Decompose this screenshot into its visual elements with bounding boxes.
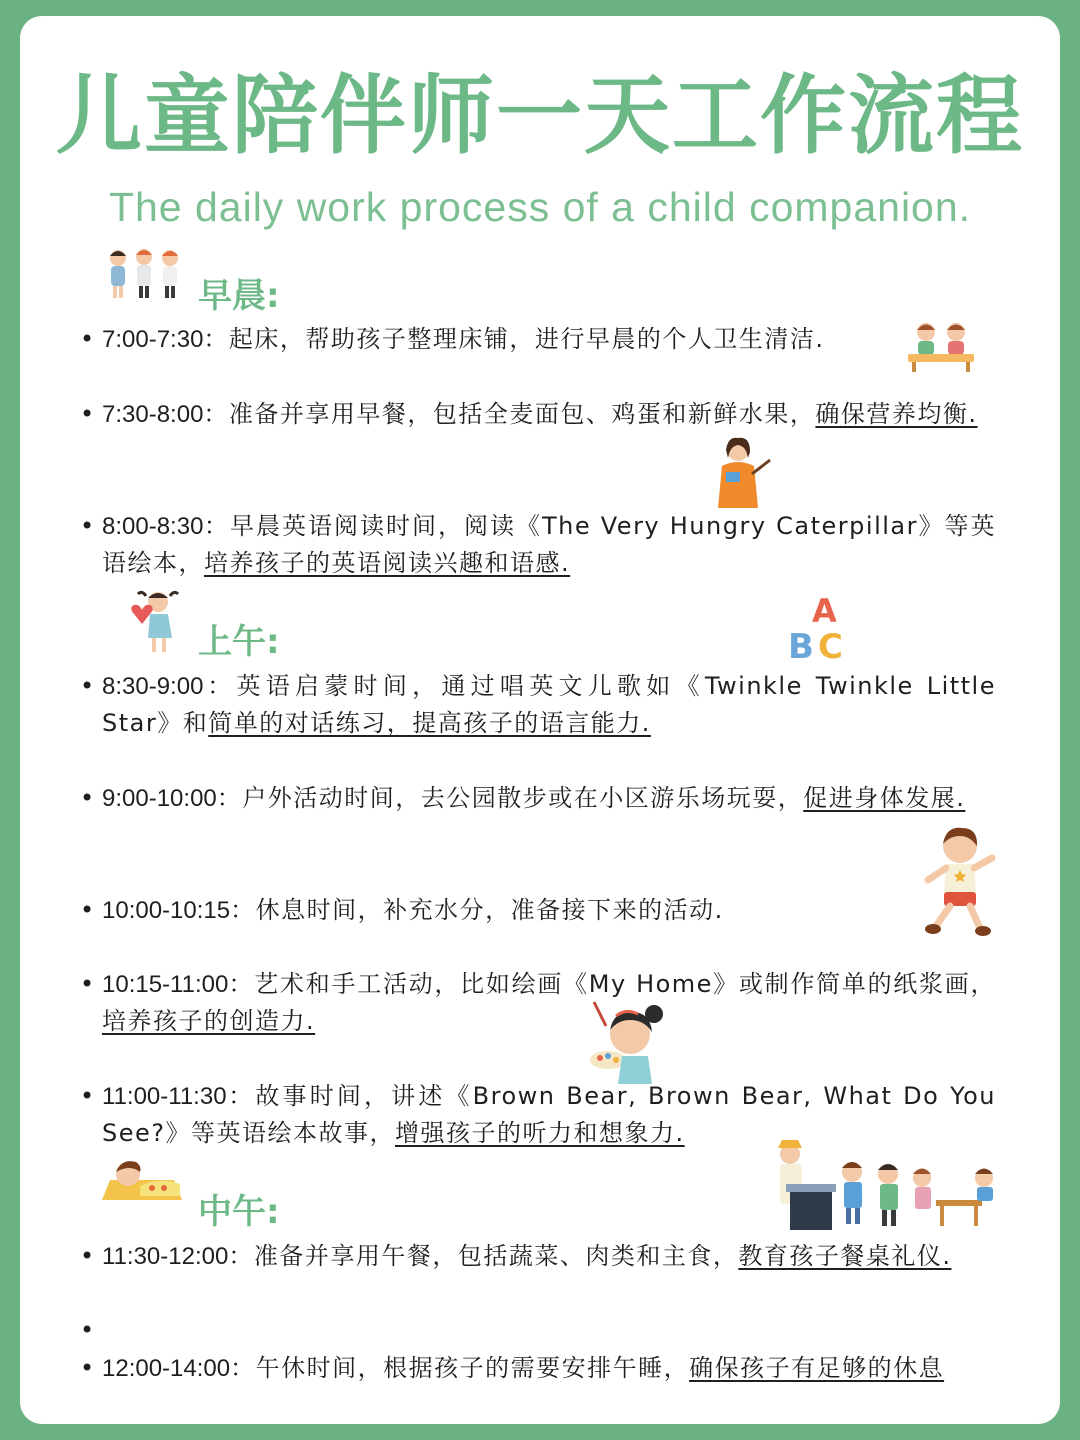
item-time: 10:00-10:15 bbox=[102, 897, 231, 924]
item-text: 起床，帮助孩子整理床铺，进行早晨的个人卫生清洁. bbox=[228, 325, 825, 353]
letter-a: A bbox=[812, 592, 837, 630]
item-text: 早晨英语阅读时间，阅读《The Very Hungry Caterpillar》等英语绘本， bbox=[102, 512, 997, 577]
kids-group-icon bbox=[104, 246, 184, 302]
schedule-item: • 8:00-8:30：早晨英语阅读时间，阅读《The Very Hungry Caterpillar》等英语绘本，培养孩子的英语阅读兴趣和语感. bbox=[80, 512, 997, 577]
item-highlight: 增强孩子的听力和想象力. bbox=[395, 1119, 685, 1147]
abc-blocks-icon bbox=[788, 592, 852, 667]
sleeping-kid-icon bbox=[100, 1154, 186, 1204]
schedule-item: • 7:30-8:00：准备并享用早餐，包括全麦面包、鸡蛋和新鲜水果，确保营养均衡. bbox=[80, 400, 978, 428]
item-time: 7:30-8:00 bbox=[102, 401, 204, 428]
item-text: 休息时间，补充水分，准备接下来的活动. bbox=[255, 896, 724, 924]
item-highlight: 培养孩子的创造力. bbox=[102, 1007, 316, 1035]
kids-breakfast-icon bbox=[906, 316, 976, 372]
item-time: 8:30-9:00 bbox=[102, 673, 204, 700]
schedule-item: • 10:15-11:00：艺术和手工活动，比如绘画《My Home》或制作简单的纸浆画，培养孩子的创造力. bbox=[80, 970, 996, 1035]
girl-heart-icon bbox=[126, 588, 182, 654]
item-time: 12:00-14:00 bbox=[102, 1355, 231, 1382]
item-highlight: 简单的对话练习，提高孩子的语言能力. bbox=[208, 709, 651, 737]
teacher-icon bbox=[712, 436, 774, 508]
item-time: 8:00-8:30 bbox=[102, 513, 204, 540]
item-highlight: 确保孩子有足够的休息 bbox=[689, 1354, 945, 1382]
page-subtitle: The daily work process of a child companion. bbox=[108, 184, 972, 230]
schedule-item: • 8:30-9:00：英语启蒙时间，通过唱英文儿歌如《Twinkle Twinkle Little Star》和简单的对话练习，提高孩子的语言能力. bbox=[80, 672, 996, 737]
empty-bullet: • bbox=[80, 1316, 95, 1344]
poster-card bbox=[20, 16, 1060, 1424]
item-time: 7:00-7:30 bbox=[102, 326, 204, 353]
schedule-item: • 11:30-12:00：准备并享用午餐，包括蔬菜、肉类和主食，教育孩子餐桌礼仪. bbox=[80, 1242, 952, 1270]
item-text: 故事时间，讲述《Brown Bear, Brown Bear, What Do You See?》等英语绘本故事， bbox=[102, 1082, 997, 1147]
item-highlight: 教育孩子餐桌礼仪. bbox=[738, 1242, 952, 1270]
item-text: 准备并享用早餐，包括全麦面包、鸡蛋和新鲜水果， bbox=[228, 400, 816, 428]
letter-b: B bbox=[788, 627, 814, 667]
item-time: 11:00-11:30 bbox=[102, 1083, 227, 1110]
painting-girl-icon bbox=[586, 1000, 666, 1084]
item-text: 午休时间，根据孩子的需要安排午睡， bbox=[255, 1354, 690, 1382]
item-time: 9:00-10:00 bbox=[102, 785, 217, 812]
section-noon: 中午: bbox=[198, 1192, 280, 1232]
letter-c: C bbox=[818, 627, 843, 667]
item-highlight: 促进身体发展. bbox=[803, 784, 966, 812]
section-morning: 早晨: bbox=[198, 276, 280, 316]
item-time: 10:15-11:00 bbox=[102, 971, 229, 998]
schedule-item: • 7:00-7:30：起床，帮助孩子整理床铺，进行早晨的个人卫生清洁. bbox=[80, 325, 825, 353]
page-title: 儿童陪伴师一天工作流程 bbox=[56, 66, 1024, 166]
schedule-item: • 11:00-11:30：故事时间，讲述《Brown Bear, Brown Bear, What Do You See?》等英语绘本故事，增强孩子的听力和想象力. bbox=[80, 1082, 997, 1147]
schedule-item: • 9:00-10:00：户外活动时间，去公园散步或在小区游乐场玩耍，促进身体发展. bbox=[80, 784, 966, 812]
kids-lunch-line-icon bbox=[770, 1136, 1000, 1234]
schedule-item: • 12:00-14:00：午休时间，根据孩子的需要安排午睡，确保孩子有足够的休息 bbox=[80, 1354, 945, 1382]
section-forenoon: 上午: bbox=[198, 622, 280, 662]
item-highlight: 培养孩子的英语阅读兴趣和语感. bbox=[204, 549, 571, 577]
item-text: 英语启蒙时间，通过唱英文儿歌如《Twinkle Twinkle Little Star》和 bbox=[102, 672, 996, 737]
item-time: 11:30-12:00 bbox=[102, 1243, 229, 1270]
item-text: 准备并享用午餐，包括蔬菜、肉类和主食， bbox=[253, 1242, 739, 1270]
item-highlight: 确保营养均衡. bbox=[815, 400, 978, 428]
item-text: 户外活动时间，去公园散步或在小区游乐场玩耍， bbox=[242, 784, 804, 812]
schedule-item: • 10:00-10:15：休息时间，补充水分，准备接下来的活动. bbox=[80, 896, 724, 924]
item-text: 艺术和手工活动，比如绘画《My Home》或制作简单的纸浆画， bbox=[254, 970, 996, 998]
